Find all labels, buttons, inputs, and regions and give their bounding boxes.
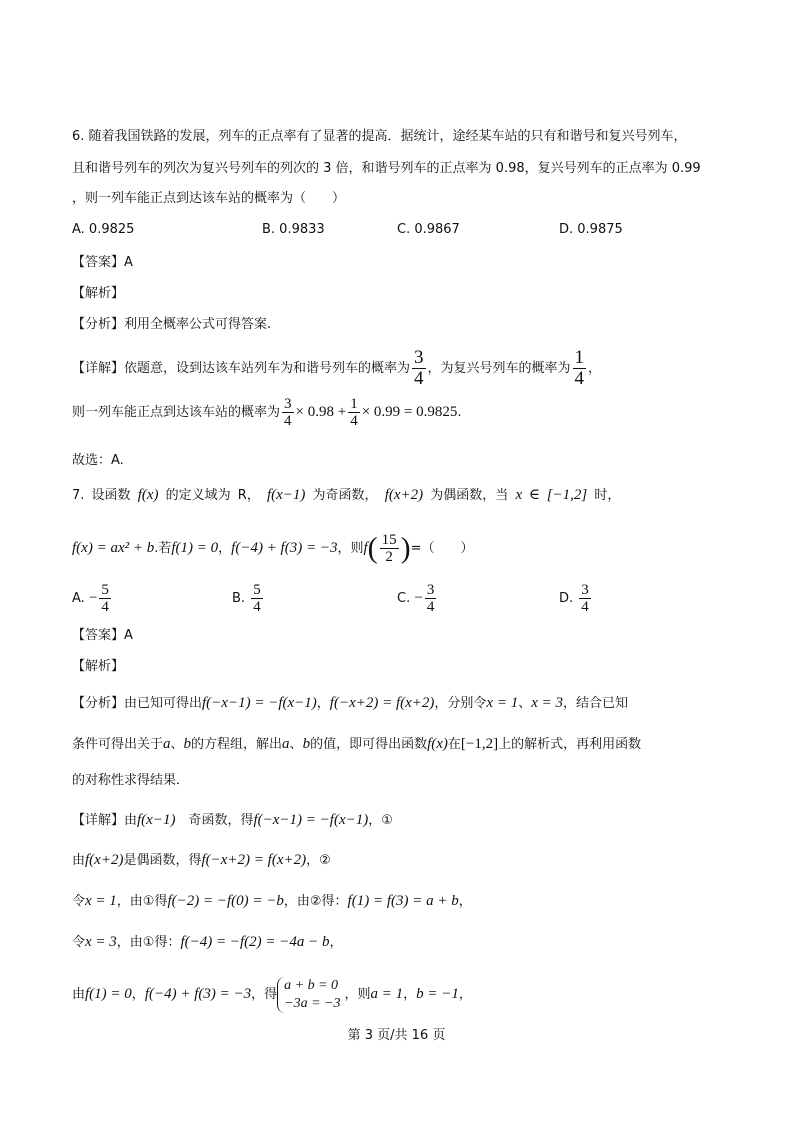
left-paren-icon: (	[367, 531, 378, 565]
q7-option-a: A. − $\frac{5}{4}$	[72, 582, 109, 615]
q6-jiexi-heading: 【解析】	[72, 286, 125, 301]
q6-detail-prefix: 【详解】依题意，设到达该车站列车为和谐号列车的概率为	[72, 361, 411, 376]
math-f-x-minus-1: f(x−1)	[266, 487, 306, 503]
fraction-one-quarter: $\frac{1}{4}$	[350, 396, 358, 429]
q6-option-c: C. 0.9867	[397, 222, 460, 237]
q7-detail-line2: 由f(x+2)是偶函数，得f(−x+2) = f(x+2)，②	[72, 852, 331, 868]
math-condition-1: f(1) = 0	[171, 540, 219, 556]
q7-stem-line2	[72, 528, 474, 569]
q7-detail-line5: 由f(1) = 0，f(−4) + f(3) = −3，得 a + b = 0 −3a = −3 ，则a = 1，b = −1，	[72, 977, 472, 1011]
q6-calculation	[72, 394, 462, 431]
fraction-fifteen-halves: $\frac{15}{2}$	[381, 532, 397, 565]
q7-l2-text-a: .若	[154, 541, 172, 556]
page-footer: 第 3 页/共 16 页	[347, 1028, 446, 1043]
q7-fenxi-line2: 条件可得出关于a、b的方程组，解出a、b的值，即可得出函数f(x)在[−1,2]上的解析式，再利用函数	[72, 736, 642, 752]
q7-option-b: B. $\frac{5}{4}$	[232, 582, 261, 615]
q7-l1-text-a: 7. 设函数	[72, 488, 131, 503]
q7-l1-text-d: 为偶函数，当	[430, 488, 509, 503]
fraction-one-quarter: $\frac{1}{4}$	[574, 347, 585, 389]
equation-system: a + b = 0 −3a = −3	[277, 977, 344, 1013]
q6-detail	[72, 348, 601, 389]
math-f-definition: f(x) = ax² + b	[72, 540, 155, 556]
q7-answer: 【答案】A	[72, 628, 133, 643]
q6-option-b: B. 0.9833	[262, 222, 325, 237]
math-condition-2: f(−4) + f(3) = −3	[231, 540, 338, 556]
q6-calc-mid2: × 0.99 = 0.9825	[361, 404, 458, 420]
q7-detail-line3: 令x = 1，由①得f(−2) = −f(0) = −b，由②得：f(1) = f(3) = a + b，	[72, 893, 472, 909]
q6-fenxi: 【分析】利用全概率公式可得答案.	[72, 317, 272, 332]
q7-fenxi-line1: 【分析】由已知可得出f(−x−1) = −f(x−1)，f(−x+2) = f(x+2)，分别令x = 1、x = 3，结合已知	[72, 695, 629, 711]
math-odd-relation: f(−x−1) = −f(x−1)	[202, 695, 317, 711]
q6-stem-line2: 且和谐号列车的列次为复兴号列车的列次的 3 倍，和谐号列车的正点率为 0.98，复兴号列车的正点率为 0.99	[72, 161, 701, 176]
q7-fenxi-line3: 的对称性求得结果．	[72, 773, 190, 788]
q7-l1-text-b: 的定义域为 R，	[165, 488, 260, 503]
q6-answer: 【答案】A	[72, 255, 133, 270]
q6-option-d: D. 0.9875	[559, 222, 623, 237]
q7-jiexi-heading: 【解析】	[72, 659, 125, 674]
q6-detail-end: ，	[588, 361, 602, 376]
q6-detail-mid: ，为复兴号列车的概率为	[427, 361, 571, 376]
q7-stem-line1	[72, 486, 620, 505]
math-f: f	[363, 540, 368, 556]
math-even-relation: f(−x+2) = f(x+2)	[329, 695, 435, 711]
q6-option-a: A. 0.9825	[72, 222, 135, 237]
q6-stem-line3: ，则一列车能正点到达该车站的概率为（ ）	[72, 191, 346, 206]
q6-stem-line1: 6. 随着我国铁路的发展，列车的正点率有了显著的提高．据统计，途经某车站的只有和谐号和复兴号列车，	[72, 129, 687, 144]
math-domain-interval: x ∈ [−1,2]	[515, 487, 588, 503]
q7-l1-text-c: 为奇函数，	[312, 488, 378, 503]
q7-l2-text-d: =（ ）	[410, 541, 474, 556]
fraction-three-quarters: $\frac{3}{4}$	[414, 347, 424, 389]
q6-choose: 故选：A.	[72, 453, 124, 468]
q7-option-d: D. $\frac{3}{4}$	[559, 582, 589, 615]
math-f-x-plus-2: f(x+2)	[384, 487, 424, 503]
q6-calc-prefix: 则一列车能正点到达该车站的概率为	[72, 405, 281, 420]
fraction-three-quarters: $\frac{3}{4}$	[284, 396, 292, 429]
q6-calc-mid1: × 0.98 +	[295, 404, 347, 420]
q6-calc-end: .	[457, 405, 462, 420]
q7-l2-text-c: ，则	[337, 541, 364, 556]
q7-l2-text-b: ，	[218, 541, 232, 556]
math-f-x: f(x)	[137, 487, 159, 503]
q7-option-c: C. − $\frac{3}{4}$	[397, 582, 435, 615]
right-paren-icon: )	[400, 531, 411, 565]
q7-detail-line1: 【详解】由f(x−1) 奇函数，得f(−x−1) = −f(x−1)，①	[72, 812, 393, 828]
q7-l1-text-e: 时，	[594, 488, 621, 503]
q7-detail-line4: 令x = 3，由①得：f(−4) = −f(2) = −4a − b，	[72, 934, 343, 950]
